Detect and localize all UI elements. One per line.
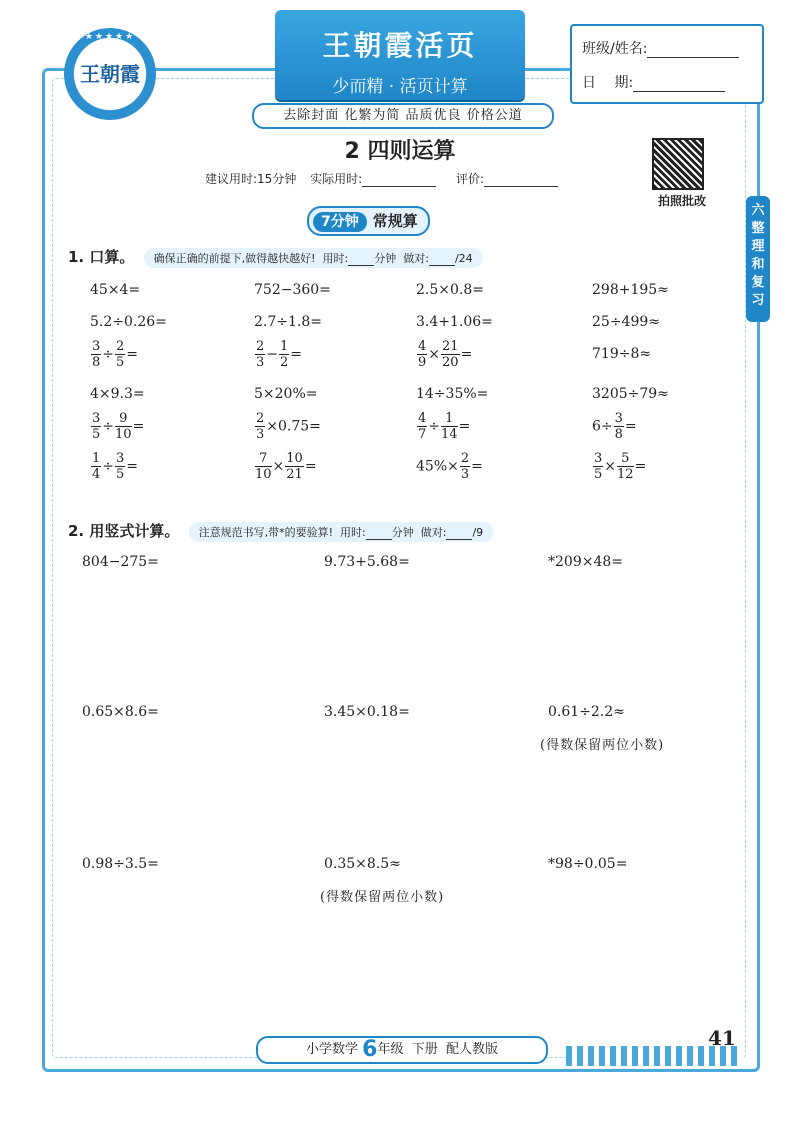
denominator: 5: [116, 355, 125, 370]
oral-problem: 3.4+1.06=: [416, 314, 493, 330]
numerator: 21: [442, 339, 459, 354]
pill-minutes: 7分钟: [313, 212, 367, 232]
section1-time-unit: 分钟: [374, 252, 397, 265]
fraction: [255, 340, 265, 369]
section2-title: 2. 用竖式计算。: [68, 522, 180, 540]
title-banner: [275, 10, 525, 100]
oral-problem: 752−360=: [254, 282, 331, 298]
qr-code-icon[interactable]: [652, 138, 704, 190]
time-pill: [307, 206, 430, 236]
numerator: 9: [115, 412, 132, 427]
oral-problem: 719÷8≈: [592, 346, 652, 362]
denominator: 5: [594, 467, 603, 482]
oral-problem: 298+195≈: [592, 282, 669, 298]
section2-note-text: 注意规范书写,带*的要验算!: [198, 526, 333, 539]
oral-problem: 14÷35%=: [416, 386, 489, 402]
oral-problem: 5.2÷0.26=: [90, 314, 167, 330]
numerator: 5: [617, 452, 634, 467]
oral-problem: 2.5×0.8=: [416, 282, 484, 298]
numerator: 1: [280, 339, 289, 354]
equals-sign: =: [126, 458, 139, 475]
chapter-side-tab: [746, 196, 770, 322]
side-tab-char: 习: [751, 293, 765, 308]
denominator: 14: [441, 427, 458, 442]
student-info-box: [570, 24, 764, 104]
operator: 6÷: [592, 418, 613, 435]
numerator: 10: [286, 451, 303, 466]
page-number: 41: [708, 1026, 736, 1050]
oral-problem: 2.7÷1.8=: [254, 314, 322, 330]
oral-problem: 5×20%=: [254, 386, 318, 402]
numerator: 4: [418, 411, 427, 426]
denominator: 8: [92, 355, 101, 370]
banner-subtitle: 少而精 · 活页计算: [332, 77, 468, 97]
operator: ÷: [428, 418, 441, 435]
rounding-note: (得数保留两位小数): [540, 738, 665, 753]
oral-problem: 25÷499≈: [592, 314, 660, 330]
rounding-note: (得数保留两位小数): [320, 890, 445, 905]
denominator: 5: [92, 427, 101, 442]
footer-bar: [256, 1036, 548, 1064]
fraction: [115, 412, 132, 441]
equals-sign: =: [126, 346, 139, 363]
fraction: [91, 340, 101, 369]
fraction: [115, 452, 125, 481]
section2-heading: [68, 520, 493, 542]
equals-sign: =: [471, 458, 483, 475]
denominator: 8: [614, 427, 623, 442]
denominator: 5: [116, 467, 125, 482]
equals-sign: =: [304, 458, 317, 475]
class-name-field[interactable]: [647, 43, 739, 58]
side-tab-char: 整: [751, 221, 765, 236]
operator: ×: [428, 346, 441, 363]
section1-note: [144, 248, 483, 268]
numerator: 2: [116, 339, 125, 354]
operator: 45%×: [416, 458, 459, 475]
section1-score-label: 做对:: [403, 252, 429, 265]
logo-name: 王朝霞: [80, 62, 140, 86]
fraction: [91, 452, 101, 481]
suggested-time: 建议用时:15分钟: [205, 172, 297, 186]
denominator: 10: [255, 467, 272, 482]
oral-problem: 45×4=: [90, 282, 141, 298]
oral-problem: [254, 452, 317, 481]
section1-time-field[interactable]: [348, 254, 374, 266]
operator: ×: [272, 458, 285, 475]
fraction: [441, 412, 458, 441]
denominator: 3: [460, 467, 470, 482]
evaluation-field[interactable]: [484, 174, 558, 187]
vertical-problem: *209×48=: [548, 554, 623, 570]
vertical-problem: 0.98÷3.5=: [82, 856, 159, 872]
oral-problem: [254, 412, 321, 441]
numerator: 3: [594, 451, 603, 466]
oral-problem: [416, 412, 470, 441]
qr-label: 拍照批改: [657, 194, 706, 208]
section1-score-total: /24: [454, 252, 473, 265]
section1-title: 1. 口算。: [68, 248, 135, 266]
denominator: 3: [256, 427, 265, 442]
operator: ×0.75=: [266, 418, 321, 435]
numerator: 1: [92, 451, 101, 466]
denominator: 4: [92, 467, 101, 482]
brand-logo: [64, 28, 156, 120]
denominator: 12: [617, 467, 634, 482]
operator: ×: [604, 458, 617, 475]
side-tab-char: 和: [751, 257, 765, 272]
footer-term: 下册: [411, 1042, 438, 1057]
side-tab-char: 复: [751, 275, 765, 290]
numerator: 1: [441, 412, 458, 427]
fraction: [115, 340, 125, 369]
footer-subject: 小学数学: [305, 1042, 358, 1057]
pill-text: 常规算: [372, 212, 418, 230]
section2-score-label: 做对:: [420, 526, 447, 539]
equals-sign: =: [634, 458, 647, 475]
section1-heading: [68, 246, 483, 268]
vertical-problem: 3.45×0.18=: [324, 704, 410, 720]
numerator: 2: [256, 339, 265, 354]
actual-time-label: 实际用时:: [310, 172, 363, 186]
footer-grade-num: 6: [362, 1037, 378, 1062]
section2-time-field[interactable]: [366, 528, 392, 540]
vertical-problem: 9.73+5.68=: [324, 554, 410, 570]
oral-problem: [592, 412, 637, 441]
fraction: [255, 452, 272, 481]
equals-sign: =: [460, 346, 473, 363]
numerator: 3: [92, 339, 101, 354]
equals-sign: =: [458, 418, 471, 435]
section2-score-field[interactable]: [446, 528, 472, 540]
lesson-title: 2 四则运算: [344, 139, 456, 164]
oral-problem: [90, 452, 138, 481]
oral-problem: [592, 452, 646, 481]
denominator: 9: [418, 355, 427, 370]
fraction: [460, 452, 470, 481]
date-row: [582, 72, 725, 92]
oral-problem: 4×9.3=: [90, 386, 145, 402]
denominator: 2: [280, 355, 289, 370]
slogan-bar: 去除封面 化繁为简 品质优良 价格公道: [252, 103, 554, 129]
section2-time-unit: 分钟: [391, 526, 414, 539]
evaluation-label: 评价:: [456, 172, 485, 186]
side-tab-char: 理: [751, 239, 765, 254]
fraction: [614, 412, 624, 441]
side-tab-char: 六: [751, 203, 765, 218]
vertical-problem: 0.65×8.6=: [82, 704, 159, 720]
fraction: [417, 340, 427, 369]
vertical-problem: 0.35×8.5≈: [324, 856, 401, 872]
numerator: 2: [460, 451, 470, 466]
equals-sign: =: [290, 346, 303, 363]
class-name-row: [582, 38, 739, 58]
vertical-problem: 804−275=: [82, 554, 159, 570]
numerator: 7: [255, 452, 272, 467]
section1-score-field[interactable]: [429, 254, 455, 266]
section2-time-label: 用时:: [340, 526, 366, 539]
fraction: [617, 452, 634, 481]
fraction: [441, 340, 460, 369]
operator: ÷: [102, 346, 115, 363]
oral-problem: 3205÷79≈: [592, 386, 669, 402]
vertical-problem: *98÷0.05=: [548, 856, 628, 872]
vertical-problem: 0.61÷2.2≈: [548, 704, 625, 720]
fraction: [91, 412, 101, 441]
denominator: 10: [115, 427, 132, 442]
date-label: 日 期:: [582, 75, 634, 91]
banner-title: 王朝霞活页: [322, 29, 478, 62]
numerator: 3: [116, 451, 125, 466]
numerator: 3: [614, 411, 623, 426]
oral-problem: [90, 340, 138, 369]
operator: −: [266, 346, 279, 363]
numerator: 4: [418, 339, 427, 354]
equals-sign: =: [132, 418, 145, 435]
fraction: [285, 452, 304, 481]
section2-note: [189, 522, 494, 542]
date-field[interactable]: [633, 77, 725, 92]
numerator: 2: [256, 411, 265, 426]
operator: ÷: [102, 458, 115, 475]
oral-problem: [90, 412, 144, 441]
footer-edition: 配人教版: [446, 1042, 499, 1057]
class-name-label: 班级/姓名:: [582, 41, 648, 57]
oral-problem: [416, 452, 483, 481]
denominator: 7: [418, 427, 427, 442]
section1-note-text: 确保正确的前提下,做得越快越好!: [153, 252, 316, 265]
oral-problem: [416, 340, 472, 369]
denominator: 3: [256, 355, 265, 370]
section1-time-label: 用时:: [322, 252, 349, 265]
footer-grade-unit: 年级: [377, 1042, 404, 1057]
oral-problem: [254, 340, 302, 369]
actual-time-field[interactable]: [362, 174, 436, 187]
equals-sign: =: [624, 418, 637, 435]
section2-score-total: /9: [472, 526, 484, 539]
numerator: 3: [92, 411, 101, 426]
denominator: 21: [286, 467, 303, 482]
operator: ÷: [102, 418, 115, 435]
denominator: 20: [442, 355, 459, 370]
time-row: [205, 170, 574, 187]
star-icon: ★★★★★: [84, 32, 136, 42]
fraction: [279, 340, 289, 369]
fraction: [593, 452, 603, 481]
fraction: [255, 412, 265, 441]
fraction: [417, 412, 427, 441]
